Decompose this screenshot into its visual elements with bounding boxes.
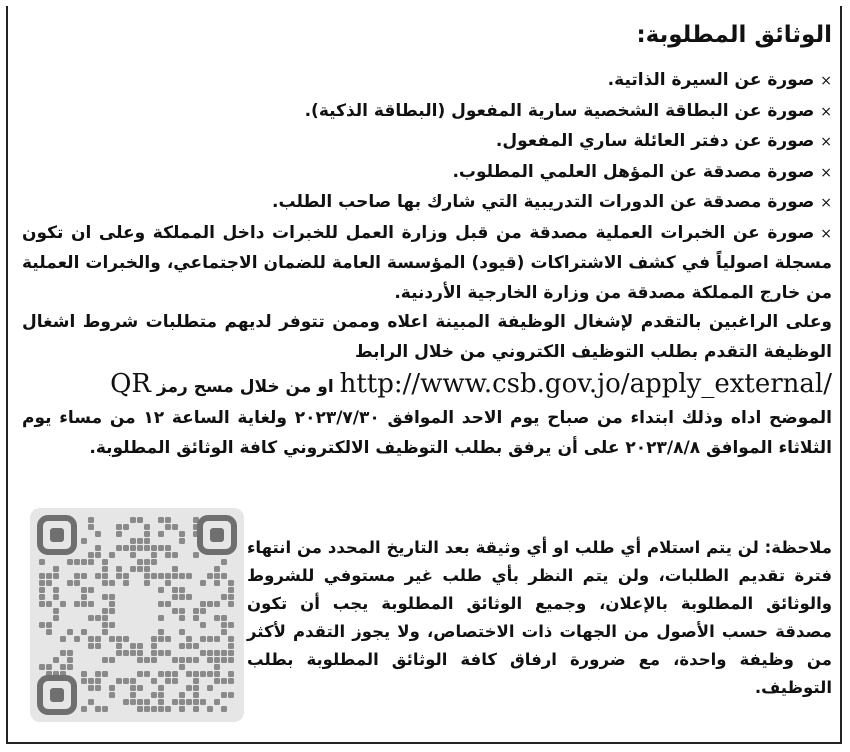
dates-paragraph: الموضح اداه وذلك ابتداء من صباح يوم الاحد الموافق ٢٠٢٣/٧/٣٠ ولغاية الساعة ١٢ من مساء يوم الثلاثاء الموافق ٢٠٢٣/٨/٨ على أن يرفق بطلب التوظيف الالكتروني كافة الوثائق المطلوبة. [22, 408, 832, 458]
section-title: الوثائق المطلوبة: [636, 22, 832, 48]
list-item: ×صورة عن السيرة الذاتية. [22, 66, 832, 97]
list-item: ×صورة مصدقة عن المؤهل العلمي المطلوب. [22, 158, 832, 189]
qr-code-image[interactable] [30, 508, 244, 722]
apply-link[interactable]: http://www.csb.gov.jo/apply_external/ [339, 369, 832, 399]
qr-label: QR [110, 369, 151, 399]
or-qr-text: او من خلال مسح رمز [156, 377, 334, 397]
documents-section [22, 20, 832, 463]
note-section [22, 508, 832, 728]
note-paragraph: ملاحظة: لن يتم استلام أي طلب او أي وثيقة بعد التاريخ المحدد من انتهاء فترة تقديم الطلبات، ولن يتم النظر بأي طلب غير مستوفي للشروط والوثائق المطلوبة بالإعلان، وجميع الوثائق المطلوبة يجب أن تكون مصدقة حسب الأصول من الجهات ذات الاختصاص، ولا يجوز التقدم لأكثر من وظيفة واحدة، مع ضرورة ارفاق كافة الوثائق المطلوبة بطلب التوظيف. [247, 538, 832, 697]
bullet-x-icon: × [820, 103, 832, 120]
url-line [22, 367, 832, 404]
list-item: ×صورة عن الخبرات العملية مصدقة من قبل وزارة العمل للخبرات داخل المملكة وعلى ان تكون مسجلة اصولياً في كشف الاشتراكات (قيود) المؤسسة العامة للضمان الاجتماعي، والخبرات العملية من خارج المملكة مصدقة من وزارة الخارجية الأردنية. [22, 219, 832, 309]
bullet-x-icon: × [820, 225, 832, 242]
list-item: ×صورة عن دفتر العائلة ساري المفعول. [22, 127, 832, 158]
apply-paragraph: وعلى الراغبين بالتقدم لإشغال الوظيفة المبينة اعلاه وممن تتوفر لديهم متطلبات شروط اشغال الوظيفة التقدم بطلب التوظيف الكتروني من خلال الرابط [22, 312, 832, 362]
bullet-x-icon: × [820, 195, 832, 211]
bullet-x-icon: × [820, 134, 832, 150]
bullet-x-icon: × [820, 73, 832, 89]
required-documents-list [22, 66, 832, 308]
bullet-x-icon: × [820, 164, 832, 181]
list-item: ×صورة عن البطاقة الشخصية سارية المفعول (البطاقة الذكية). [22, 97, 832, 128]
list-item: ×صورة مصدقة عن الدورات التدريبية التي شارك بها صاحب الطلب. [22, 188, 832, 219]
